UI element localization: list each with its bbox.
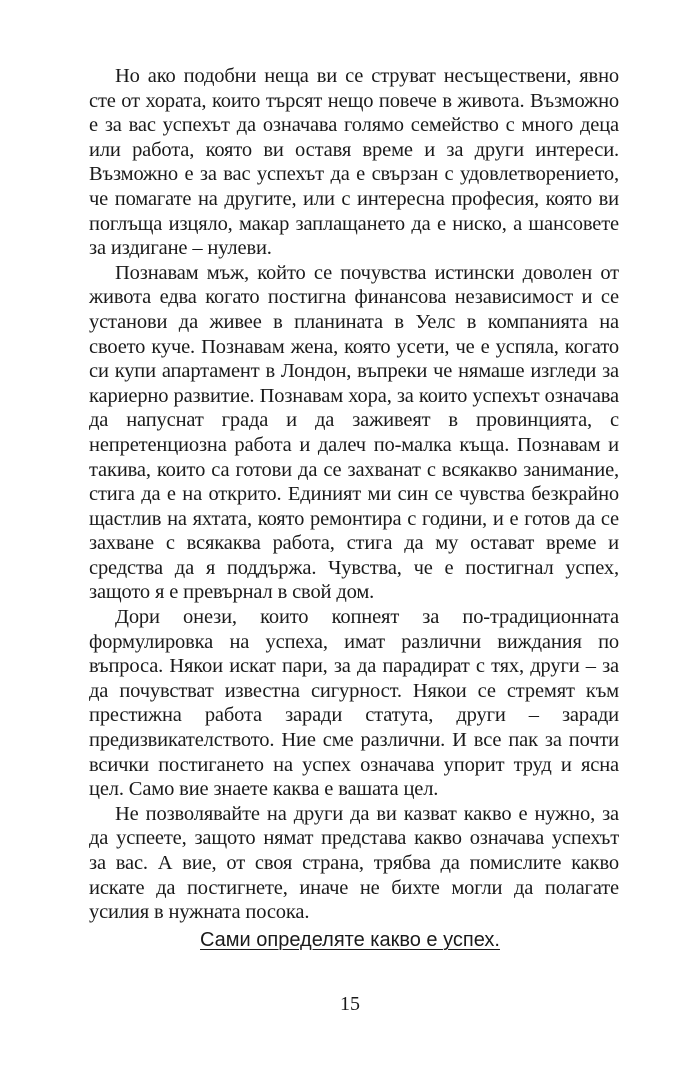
- page-number: 15: [340, 993, 360, 1015]
- section-heading-text: Сами определяте какво е успех.: [200, 929, 500, 951]
- paragraph-1: Но ако подобни неща ви се струват несъществени, явно сте от хората, които търсят нещо повече в живота. Възможно е за вас успехът да означава голямо семейство с много деца или работа, която ви оставя време и за други интереси. Възможно е за вас успехът да е свързан с удовлетворението, че помагате на другите, или с интересна професия, която ви поглъща изцяло, макар заплащането да е ниско, а шансовете за издигане – нулеви.: [89, 65, 619, 260]
- paragraph-3: Дори онези, които копнеят за по-традиционната формулировка на успеха, имат различни виждания по въпроса. Някои искат пари, за да парадират с тях, други – за да почувстват известна сигурност. Някои се стремят към престижна работа заради статута, други – заради предизвикателството. Ние сме различни. И все пак за почти всички постигането на успех означава упорит труд и ясна цел. Само вие знаете каква е вашата цел.: [89, 606, 619, 801]
- paragraph-2: Познавам мъж, който се почувства истински доволен от живота едва когато постигна финансова независимост и се установи да живее в планината в Уелс в компанията на своето куче. Познавам жена, която усети, че е успяла, когато си купи апартамент в Лондон, въпреки че нямаше изгледи за кариерно развитие. Познавам хора, за които успехът означава да напуснат града и да заживеят в провинцията, с непретенциозна работа и далеч по-малка къща. Познавам и такива, които са готови да се захванат с всякакво занимание, стига да е на открито. Единият ми син се чувства безкрайно щастлив на яхтата, която ремонтира с години, и е готов да се захване с всякаква работа, стига да му остават време и средства да я поддържа. Чувства, че е постигнал успех, защото я е превърнал в свой дом.: [89, 261, 619, 604]
- page-body: [89, 64, 619, 925]
- paragraph-4: Не позволявайте на други да ви казват какво е нужно, за да успеете, защото нямат представа какво означава успехът за вас. А вие, от своя страна, трябва да помислите какво искате да постигнете, иначе не бихте могли да полагате усилия в нужната посока.: [89, 802, 619, 924]
- section-heading: [0, 928, 700, 952]
